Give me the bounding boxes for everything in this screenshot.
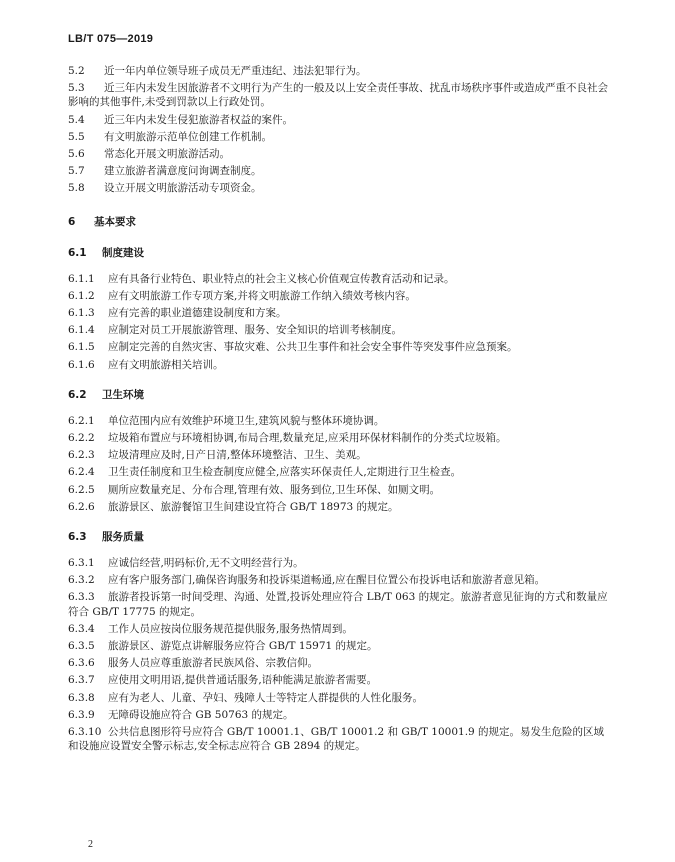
clause-text: 垃圾箱布置应与环境相协调,布局合理,数量充足,应采用环保材料制作的分类式垃圾箱。 (108, 432, 507, 445)
clause-number: 6.3.3 (68, 591, 95, 604)
clause-number: 6.2.2 (68, 432, 95, 445)
clause-6-2-1 (68, 414, 608, 428)
clause-text: 应制定对员工开展旅游管理、服务、安全知识的培训考核制度。 (108, 324, 402, 337)
document-body (68, 64, 608, 753)
subsection-6-3-heading (68, 530, 608, 544)
clause-number: 6.3.6 (68, 657, 95, 670)
clause-6-2-3 (68, 448, 608, 462)
clause-text: 近一年内单位领导班子成员无严重违纪、违法犯罪行为。 (104, 65, 367, 77)
clause-text: 应有完善的职业道德建设制度和方案。 (108, 307, 287, 320)
clause-number: 6.2.4 (68, 466, 95, 479)
clause-text-wrapped (68, 725, 608, 753)
clause-text: 垃圾清理应及时,日产日清,整体环境整洁、卫生、美观。 (108, 449, 367, 462)
section-6-heading (68, 215, 608, 229)
clause-6-3-1 (68, 556, 608, 570)
subsection-title: 服务质量 (102, 530, 144, 543)
clause-6-3-5 (68, 639, 608, 653)
clause-number: 6.1.1 (68, 272, 95, 285)
clause-text: 旅游景区、游览点讲解服务应符合 GB/T 15971 的规定。 (108, 639, 378, 652)
clause-6-1-4 (68, 323, 608, 337)
clause-number: 5.3 (68, 82, 85, 95)
clause-text: 厕所应数量充足、分布合理,管理有效、服务到位,卫生环保、如厕文明。 (108, 483, 441, 496)
clause-text: 应有文明旅游相关培训。 (108, 358, 224, 371)
subsection-6-2-heading (68, 388, 608, 402)
section-title: 基本要求 (94, 216, 136, 229)
clause-number: 6.2.1 (68, 414, 95, 427)
subsection-title: 卫生环境 (102, 388, 144, 401)
clause-6-3-4 (68, 622, 608, 636)
clause-5-2 (68, 64, 608, 78)
clause-text: 设立开展文明旅游活动专项资金。 (104, 182, 262, 195)
clause-6-2-5 (68, 483, 608, 497)
clause-number: 6.1.4 (68, 324, 95, 337)
section-number: 6 (68, 216, 76, 229)
clause-number: 5.6 (68, 147, 85, 160)
clause-number: 6.1.5 (68, 341, 95, 354)
clause-number: 6.3.9 (68, 708, 95, 721)
clause-number: 6.3.2 (68, 574, 95, 587)
clause-number: 6.1.3 (68, 307, 95, 320)
clause-number: 6.3.7 (68, 674, 95, 687)
clause-6-1-1 (68, 272, 608, 286)
clause-text: 近三年内未发生因旅游者不文明行为产生的一般及以上安全责任事故、扰乱市场秩序事件或造成严重不良社会影响的其他事件,未受到罚款以上行政处罚。 (68, 82, 608, 109)
page-number: 2 (88, 839, 93, 850)
clause-text-wrapped (68, 81, 608, 109)
subsection-6-1-items (68, 272, 608, 372)
subsection-6-3-items (68, 556, 608, 753)
clause-6-1-6 (68, 358, 608, 372)
clause-text: 应诚信经营,明码标价,无不文明经营行为。 (108, 557, 304, 570)
clause-5-8 (68, 181, 608, 195)
clause-text: 常态化开展文明旅游活动。 (104, 147, 230, 160)
clause-6-2-6 (68, 500, 608, 514)
clause-number: 6.1.2 (68, 289, 95, 302)
clause-number: 6.2.3 (68, 449, 95, 462)
clause-text: 单位范围内应有效维护环境卫生,建筑风貌与整体环境协调。 (108, 414, 385, 427)
clause-text: 应有文明旅游工作专项方案,并将文明旅游工作纳入绩效考核内容。 (108, 289, 416, 302)
clause-6-1-3 (68, 306, 608, 320)
section-5-items (68, 64, 608, 195)
clause-6-1-5 (68, 340, 608, 354)
clause-number: 6.2.6 (68, 500, 95, 513)
clause-6-3-9 (68, 708, 608, 722)
clause-5-4 (68, 113, 608, 127)
clause-text: 卫生责任制度和卫生检查制度应健全,应落实环保责任人,定期进行卫生检查。 (108, 466, 462, 479)
clause-6-2-4 (68, 465, 608, 479)
clause-6-3-3 (68, 590, 608, 618)
clause-5-5 (68, 130, 608, 144)
clause-text: 应制定完善的自然灾害、事故灾难、公共卫生事件和社会安全事件等突发事件应急预案。 (108, 341, 518, 354)
clause-text: 有文明旅游示范单位创建工作机制。 (104, 130, 272, 143)
clause-6-3-2 (68, 573, 608, 587)
subsection-6-2-items (68, 414, 608, 514)
clause-text: 应有具备行业特色、职业特点的社会主义核心价值观宣传教育活动和记录。 (108, 272, 455, 285)
clause-number: 5.4 (68, 113, 85, 126)
clause-6-3-6 (68, 656, 608, 670)
clause-number: 6.2.5 (68, 483, 95, 496)
clause-number: 6.1.6 (68, 358, 95, 371)
clause-5-6 (68, 147, 608, 161)
clause-number: 5.8 (68, 182, 85, 195)
subsection-number: 6.2 (68, 388, 87, 401)
clause-number: 6.3.1 (68, 557, 95, 570)
clause-text-wrapped (68, 573, 608, 587)
subsection-6-1-heading (68, 246, 608, 260)
clause-number: 6.3.5 (68, 639, 95, 652)
clause-text: 旅游景区、旅游餐馆卫生间建设宜符合 GB/T 18973 的规定。 (108, 500, 399, 513)
clause-text: 旅游者投诉第一时间受理、沟通、处置,投诉处理应符合 LB/T 063 的规定。旅游者意见征询的方式和数量应符合 GB/T 17775 的规定。 (68, 591, 608, 618)
clause-6-2-2 (68, 431, 608, 445)
clause-5-3 (68, 81, 608, 109)
clause-text: 服务人员应尊重旅游者民族风俗、宗教信仰。 (108, 657, 318, 670)
clause-text: 工作人员应按岗位服务规范提供服务,服务热情周到。 (108, 622, 353, 635)
clause-text-wrapped (68, 590, 608, 618)
clause-text: 建立旅游者满意度问询调查制度。 (104, 165, 262, 178)
clause-5-7 (68, 164, 608, 178)
clause-6-3-8 (68, 691, 608, 705)
document-code-header: LB/T 075—2019 (68, 33, 154, 45)
clause-text: 应有客户服务部门,确保咨询服务和投诉渠道畅通,应在醒目位置公布投诉电话和旅游者意见箱。 (108, 574, 546, 587)
clause-6-1-2 (68, 289, 608, 303)
subsection-number: 6.1 (68, 246, 87, 259)
clause-text: 应使用文明用语,提供普通话服务,语种能满足旅游者需要。 (108, 674, 378, 687)
clause-number: 5.5 (68, 130, 85, 143)
subsection-number: 6.3 (68, 530, 87, 543)
clause-text: 应有为老人、儿童、孕妇、残障人士等特定人群提供的人性化服务。 (108, 691, 423, 704)
clause-text: 公共信息图形符号应符合 GB/T 10001.1、GB/T 10001.2 和 GB/T 10001.9 的规定。易发生危险的区域和设施应设置安全警示标志,安全标志应符合 GB 2894 的规定。 (68, 725, 605, 753)
clause-number: 6.3.10 (68, 725, 102, 738)
clause-text: 无障碍设施应符合 GB 50763 的规定。 (108, 708, 294, 721)
subsection-title: 制度建设 (102, 246, 144, 259)
clause-number: 6.3.8 (68, 691, 95, 704)
clause-6-3-7 (68, 673, 608, 687)
clause-6-3-10 (68, 725, 608, 753)
clause-number: 6.3.4 (68, 622, 95, 635)
clause-number: 5.7 (68, 165, 85, 178)
clause-text: 近三年内未发生侵犯旅游者权益的案件。 (104, 113, 293, 126)
clause-number: 5.2 (68, 65, 85, 77)
